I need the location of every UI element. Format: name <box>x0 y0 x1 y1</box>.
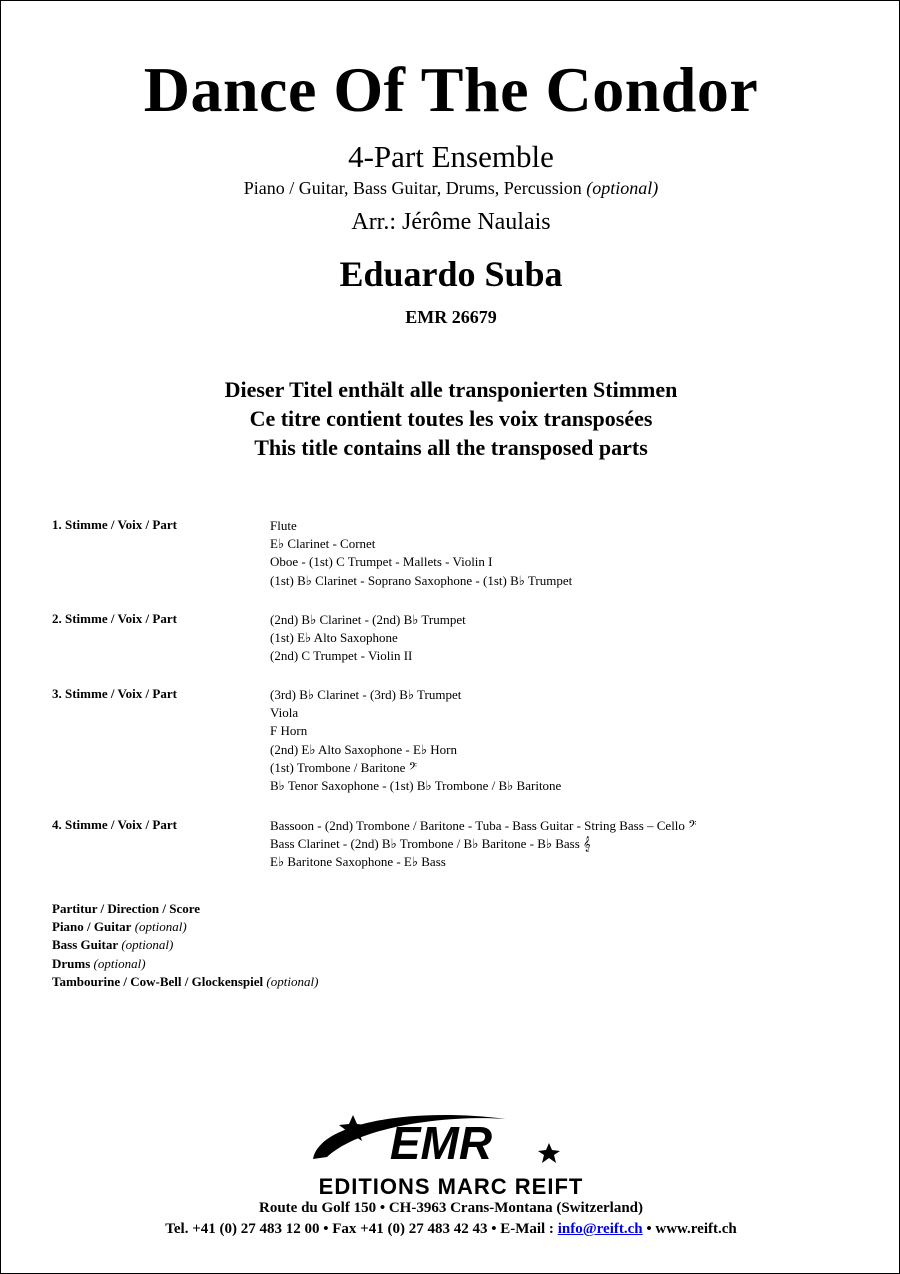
extra-piano-guitar: Piano / Guitar (optional) <box>52 919 187 935</box>
publisher-contact <box>1 1221 900 1238</box>
arranger: Arr.: Jérôme Naulais <box>351 209 551 235</box>
instrumentation-text: Piano / Guitar, Bass Guitar, Drums, Percussion <box>243 178 582 198</box>
publisher-address: Route du Golf 150 • CH-3963 Crans-Montana (Switzerland) <box>259 1200 643 1216</box>
part-instrument-line: (2nd) C Trumpet - Violin II <box>270 648 413 664</box>
part-instrument-line: Viola <box>270 705 299 721</box>
catalog-number: EMR 26679 <box>405 307 497 327</box>
part-instrument-line: E♭ Baritone Saxophone - E♭ Bass <box>270 854 446 870</box>
extra-percussion: Tambourine / Cow-Bell / Glockenspiel (optional) <box>52 973 319 989</box>
email-link[interactable]: info@reift.ch <box>557 1221 643 1237</box>
part-1-label: 1. Stimme / Voix / Part <box>52 517 177 532</box>
part-4-instruments <box>270 817 697 872</box>
part-instrument-line: B♭ Tenor Saxophone - (1st) B♭ Trombone / B♭ Baritone <box>270 778 562 794</box>
part-instrument-line: Bass Clarinet - (2nd) B♭ Trombone / B♭ Baritone - B♭ Bass 𝄞 <box>270 836 591 852</box>
publisher-name: EDITIONS MARC REIFT <box>318 1174 584 1199</box>
emr-logo <box>291 1101 611 1201</box>
part-instrument-line: Flute <box>270 518 297 533</box>
part-instrument-line: (1st) B♭ Clarinet - Soprano Saxophone - (1st) B♭ Trumpet <box>270 572 573 588</box>
page-title: Dance Of The Condor <box>143 54 759 125</box>
part-instrument-line: (1st) Trombone / Baritone 𝄢 <box>270 759 418 775</box>
part-instrument-line: Oboe - (1st) C Trumpet - Mallets - Violin I <box>270 554 493 570</box>
part-instrument-line: (2nd) E♭ Alto Saxophone - E♭ Horn <box>270 741 458 757</box>
part-instrument-line: (1st) E♭ Alto Saxophone <box>270 630 398 646</box>
part-instrument-line: Bassoon - (2nd) Trombone / Baritone - Tuba - Bass Guitar - String Bass – Cello 𝄢 <box>270 818 697 833</box>
ensemble-subtitle: 4-Part Ensemble <box>348 139 554 174</box>
extra-bass-guitar: Bass Guitar (optional) <box>52 937 174 953</box>
website-text: • www.reift.ch <box>642 1221 737 1237</box>
transposed-note-fr: Ce titre contient toutes les voix transposées <box>249 406 653 431</box>
emr-logo-text: EMR <box>389 1117 493 1169</box>
part-2-label: 2. Stimme / Voix / Part <box>52 611 177 626</box>
part-4-label: 4. Stimme / Voix / Part <box>52 817 177 832</box>
additional-parts-list <box>52 900 318 991</box>
contact-phone-fax: Tel. +41 (0) 27 483 12 00 • Fax +41 (0) 27 483 42 43 • E-Mail : <box>165 1221 558 1237</box>
extra-drums: Drums (optional) <box>52 955 146 971</box>
transposed-note-de: Dieser Titel enthält alle transponierten Stimmen <box>224 377 678 402</box>
part-3-label: 3. Stimme / Voix / Part <box>52 686 177 701</box>
instrumentation-line <box>1 178 900 199</box>
part-instrument-line: F Horn <box>270 723 308 739</box>
extra-score: Partitur / Direction / Score <box>52 901 201 916</box>
part-instrument-line: E♭ Clarinet - Cornet <box>270 536 376 552</box>
part-3-instruments <box>270 686 561 795</box>
part-1-instruments <box>270 517 572 590</box>
instrumentation-optional: (optional) <box>586 178 659 198</box>
transposed-note-en: This title contains all the transposed parts <box>254 435 648 460</box>
part-2-instruments <box>270 611 466 666</box>
part-instrument-line: (2nd) B♭ Clarinet - (2nd) B♭ Trumpet <box>270 612 466 627</box>
composer: Eduardo Suba <box>339 254 563 294</box>
part-instrument-line: (3rd) B♭ Clarinet - (3rd) B♭ Trumpet <box>270 687 462 702</box>
